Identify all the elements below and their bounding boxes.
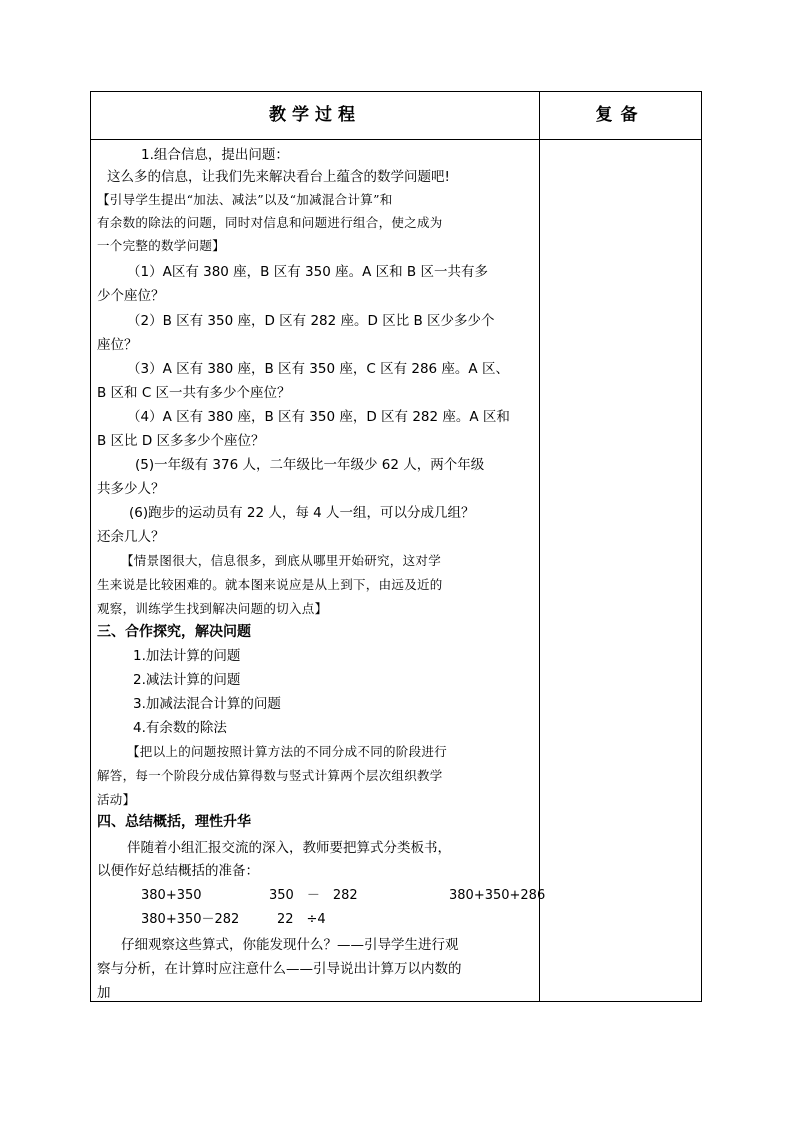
- formula: 22 ÷4: [277, 912, 326, 927]
- paragraph-line: 以便作好总结概括的准备：: [97, 863, 259, 879]
- note-line: 有余数的除法的问题，同时对信息和问题进行组合，使之成为: [97, 215, 443, 230]
- note-line: 解答，每一个阶段分成估算得数与竖式计算两个层次组织教学: [97, 768, 443, 783]
- formula: 350 － 282: [269, 888, 358, 903]
- question-line: 座位？: [97, 337, 138, 353]
- step-title: 1.组合信息，提出问题：: [141, 147, 289, 163]
- formula: 380+350+286: [449, 888, 546, 903]
- paragraph-line: 仔细观察这些算式，你能发现什么？——引导学生进行观: [121, 937, 459, 953]
- note-line: 【把以上的问题按照计算方法的不同分成不同的阶段进行: [127, 744, 448, 759]
- section-heading: 三、合作探究，解决问题: [97, 624, 251, 640]
- question-line: 少个座位？: [97, 288, 165, 304]
- question-line: B 区和 C 区一共有多少个座位？: [97, 385, 291, 401]
- question-line: 共多少人？: [97, 481, 165, 497]
- paragraph-line: 察与分析，在计算时应注意什么——引导说出计算万以内数的: [97, 961, 462, 977]
- paragraph-line: 这么多的信息，让我们先来解决看台上蕴含的数学问题吧!: [107, 169, 450, 185]
- paragraph-line: 加: [97, 985, 111, 1001]
- note-line: 生来说是比较困难的。就本图来说应是从上到下，由远及近的: [97, 577, 443, 592]
- question-line: (5)一年级有 376 人，二年级比一年级少 62 人，两个年级: [135, 457, 485, 473]
- section-heading: 四、总结概括，理性升华: [97, 814, 251, 830]
- header-teaching-process: 教学过程: [269, 105, 361, 125]
- list-item: 2.减法计算的问题: [133, 672, 241, 688]
- question-line: （2）B 区有 350 座，D 区有 282 座。D 区比 B 区少多少个: [127, 313, 495, 329]
- list-item: 4.有余数的除法: [133, 720, 227, 736]
- question-line: 还余几人？: [97, 529, 165, 545]
- question-line: （4）A 区有 380 座，B 区有 350 座，D 区有 282 座。A 区和: [127, 409, 510, 425]
- note-line: 【情景图很大，信息很多，到底从哪里开始研究，这对学: [121, 553, 442, 568]
- table-header-row: [91, 92, 701, 140]
- question-line: （1）A区有 380 座，B 区有 350 座。A 区和 B 区一共有多: [127, 264, 488, 280]
- note-line: 活动】: [97, 792, 136, 807]
- list-item: 1.加法计算的问题: [133, 648, 241, 664]
- list-item: 3.加减法混合计算的问题: [133, 696, 281, 712]
- lesson-table: [90, 91, 702, 1002]
- header-review: 复备: [595, 105, 646, 125]
- note-line: 观察，训练学生找到解决问题的切入点】: [97, 601, 328, 616]
- note-line: 【引导学生提出“加法、减法”以及“加减混合计算”和: [97, 192, 393, 207]
- formula: 380+350－282: [141, 912, 240, 927]
- paragraph-line: 伴随着小组汇报交流的深入，教师要把算式分类板书，: [127, 840, 451, 856]
- question-line: (6)跑步的运动员有 22 人，每 4 人一组，可以分成几组？: [129, 505, 475, 521]
- question-line: （3）A 区有 380 座，B 区有 350 座，C 区有 286 座。A 区、: [127, 361, 509, 377]
- formula: 380+350: [141, 888, 202, 903]
- question-line: B 区比 D 区多多少个座位？: [97, 433, 265, 449]
- review-notes-cell[interactable]: [540, 140, 701, 1001]
- note-line: 一个完整的数学问题】: [97, 238, 226, 253]
